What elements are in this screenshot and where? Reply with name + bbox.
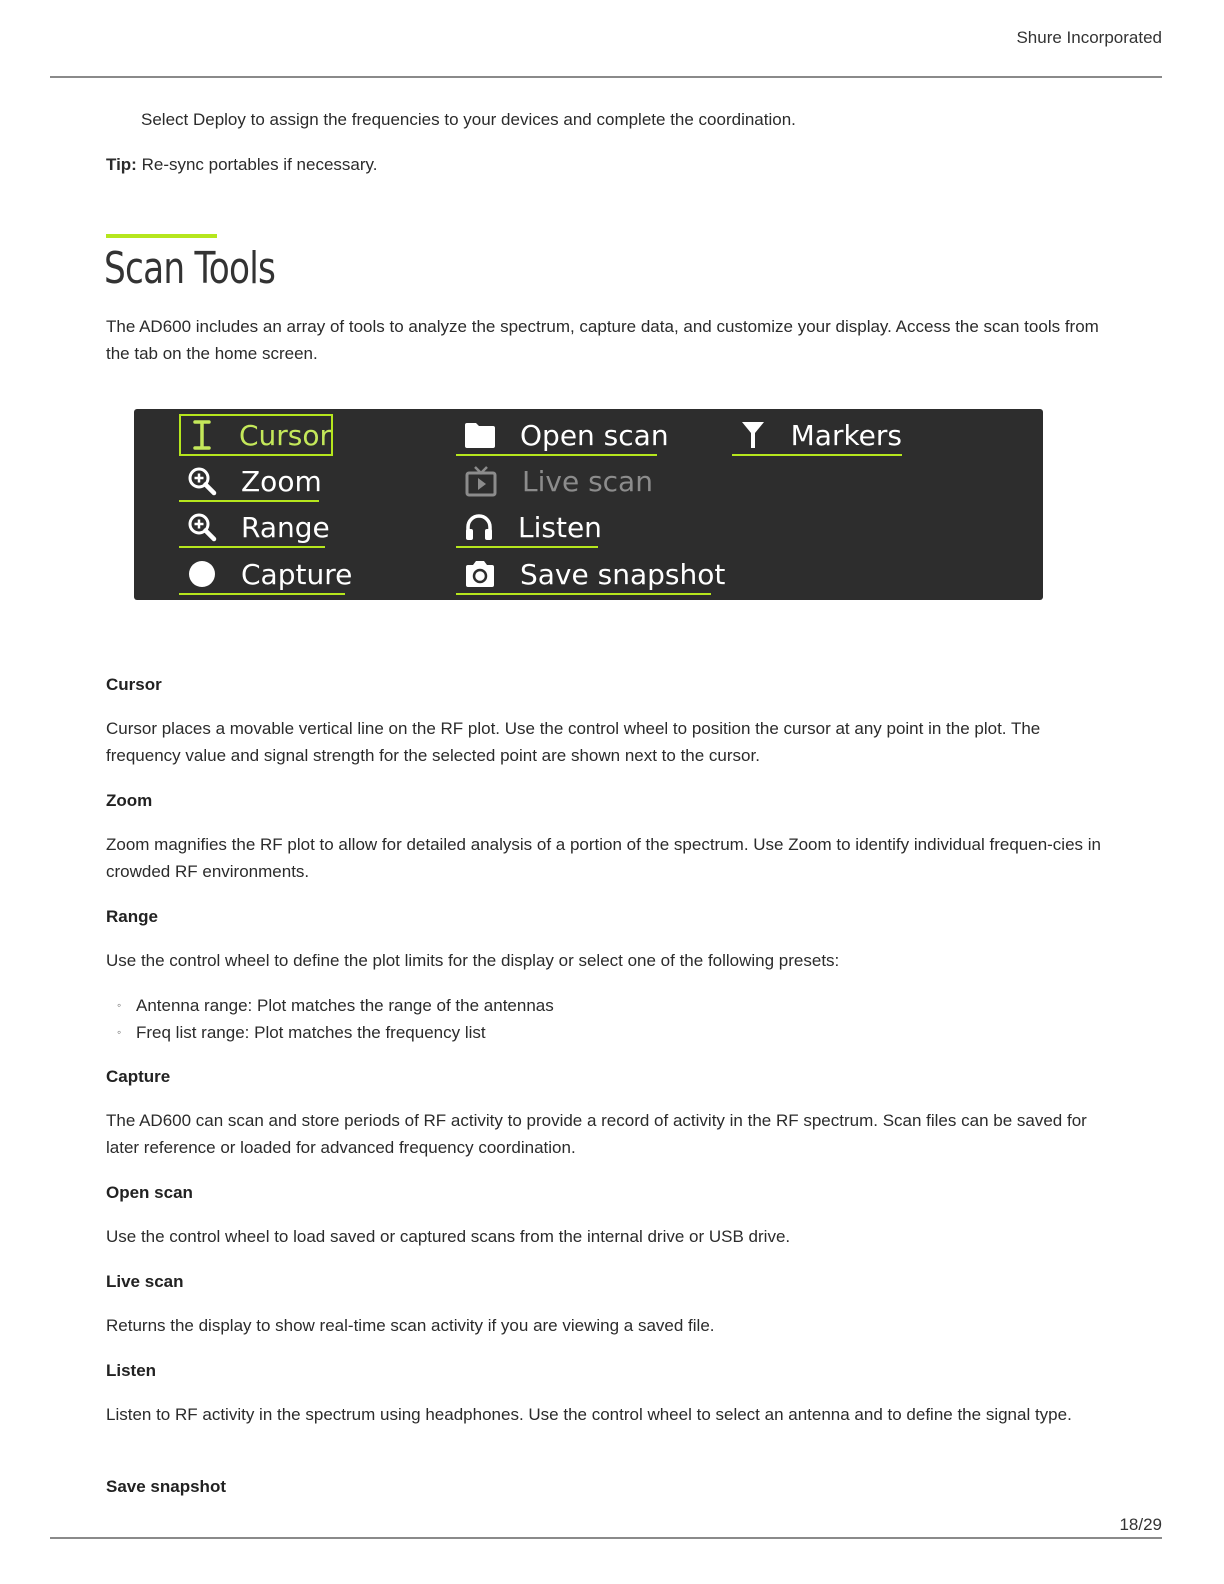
header-company-name: Shure Incorporated (1016, 28, 1162, 47)
menu-item-markers[interactable] (732, 414, 902, 456)
term-text-listen: Listen to RF activity in the spectrum using headphones. Use the control wheel to select an antenna and to define the signal type. (106, 1405, 1072, 1424)
term-text-capture: The AD600 can scan and store periods of RF activity to provide a record of activity in the RF spectrum. Scan files can be saved for later reference or loaded for advanced frequency coordination. (106, 1111, 1087, 1157)
page-number: 18/29 (1119, 1515, 1162, 1534)
deploy-instruction: Select Deploy to assign the frequencies to your devices and complete the coordination. (141, 110, 796, 129)
term-title-live-scan: Live scan (106, 1272, 184, 1291)
header-divider (50, 76, 1162, 78)
term-text-cursor: Cursor places a movable vertical line on the RF plot. Use the control wheel to position the cursor at any point in the plot. The frequency value and signal strength for the selected point are shown next to the cursor. (106, 719, 1041, 765)
tip-label: Tip: (106, 155, 137, 174)
antenna-icon (740, 418, 767, 452)
menu-item-open-scan[interactable] (456, 414, 669, 456)
menu-item-live-scan[interactable] (456, 460, 656, 502)
list-item: ◦ Freq list range: Plot matches the frequency list (106, 1019, 554, 1046)
tv-play-icon (464, 464, 498, 498)
footer-divider (50, 1537, 1162, 1539)
list-item: ◦ Antenna range: Plot matches the range of the antennas (106, 992, 554, 1019)
camera-icon (464, 557, 496, 591)
menu-item-label: Range (241, 510, 330, 544)
term-title-open-scan: Open scan (106, 1183, 193, 1202)
folder-icon (464, 418, 496, 452)
menu-item-label: Zoom (241, 464, 322, 498)
tip-paragraph (106, 151, 1116, 178)
term-title-listen: Listen (106, 1361, 157, 1380)
bullet-icon: ◦ (117, 998, 122, 1012)
menu-item-capture[interactable] (179, 553, 353, 595)
range-presets-list (106, 992, 554, 1046)
term-text-open-scan: Use the control wheel to load saved or captured scans from the internal drive or USB drive. (106, 1227, 791, 1246)
term-text-zoom: Zoom magnifies the RF plot to allow for detailed analysis of a portion of the spectrum. Use Zoom to identify individual frequen-cies in crowded RF environments. (106, 835, 1101, 881)
term-text-live-scan: Returns the display to show real-time scan activity if you are viewing a saved file. (106, 1316, 715, 1335)
menu-item-label: Live scan (522, 464, 653, 498)
record-circle-icon (187, 557, 217, 591)
term-title-capture: Capture (106, 1067, 171, 1086)
menu-item-label: Save snapshot (520, 557, 726, 591)
term-title-zoom: Zoom (106, 791, 153, 810)
term-title-save-snapshot: Save snapshot (106, 1477, 226, 1496)
term-title-cursor: Cursor (106, 675, 162, 694)
menu-item-label: Listen (518, 510, 602, 544)
zoom-in-icon (187, 464, 217, 498)
bullet-icon: ◦ (117, 1025, 122, 1039)
term-title-range: Range (106, 907, 158, 926)
menu-item-zoom[interactable] (179, 460, 322, 502)
headphones-icon (464, 510, 494, 544)
term-text-range: Use the control wheel to define the plot limits for the display or select one of the following presets: (106, 951, 840, 970)
tip-text: Re-sync portables if necessary. (136, 155, 378, 174)
scan-tools-menu (134, 409, 1043, 600)
menu-item-label: Open scan (520, 418, 669, 452)
menu-item-label: Capture (241, 557, 353, 591)
menu-item-label: Cursor (238, 418, 331, 452)
menu-item-listen[interactable] (456, 506, 602, 548)
section-title: Scan Tools (104, 243, 276, 294)
menu-item-range[interactable] (179, 506, 330, 548)
section-description: The AD600 includes an array of tools to analyze the spectrum, capture data, and customize your display. Access the scan tools from the tab on the home screen. (106, 317, 1099, 363)
menu-item-label: Markers (790, 418, 902, 452)
menu-item-cursor[interactable] (179, 414, 333, 456)
zoom-in-icon (187, 510, 217, 544)
section-accent-bar (106, 234, 217, 238)
text-cursor-icon (189, 418, 215, 452)
menu-item-save-snapshot[interactable] (456, 553, 726, 595)
